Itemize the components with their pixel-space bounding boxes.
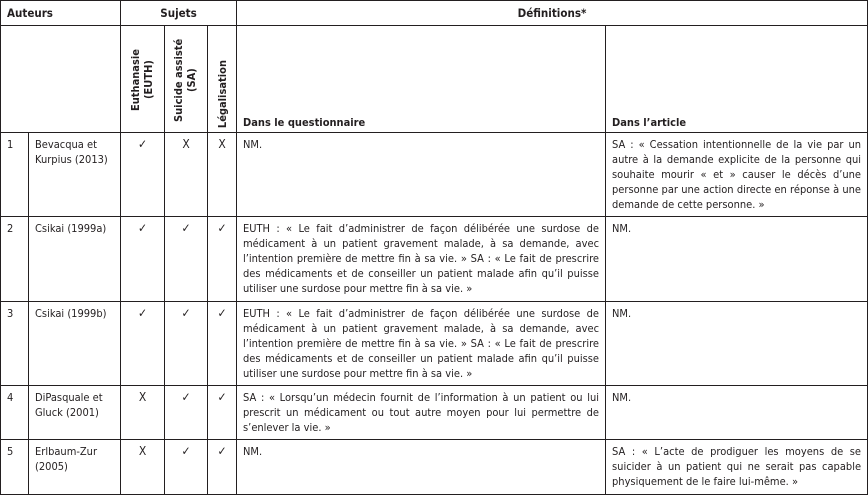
row-author: Csikai (1999a) (29, 217, 121, 302)
table-row (1, 302, 868, 386)
article-definition: NM. (606, 217, 868, 302)
header-definitions: Définitions* (237, 1, 868, 26)
row-author: Erlbaum-Zur (2005) (29, 440, 121, 495)
questionnaire-definition: NM. (237, 440, 606, 495)
header-euthanasie-label: Euthanasie (EUTH) (128, 49, 155, 111)
header-legalisation (208, 26, 237, 133)
article-definition: NM. (606, 302, 868, 386)
table-row (1, 133, 868, 217)
questionnaire-definition: SA : « Lorsqu’un médecin fournit de l’information à un patient ou lui prescrit un médicament ou tout autre moyen pour lui permettre de s’enlever la vie. » (237, 386, 606, 440)
header-suicide-assiste (165, 26, 208, 133)
legalisation-mark: ✓ (208, 302, 237, 386)
suicide-assiste-mark: ✓ (165, 302, 208, 386)
euthanasie-mark: ✓ (121, 133, 165, 217)
article-definition: SA : « L’acte de prodiguer les moyens de se suicider à un patient qui ne serait pas capable physiquement de le faire lui-même. » (606, 440, 868, 495)
row-author: DiPasquale et Gluck (2001) (29, 386, 121, 440)
table-row (1, 440, 868, 495)
euthanasie-mark: ✓ (121, 217, 165, 302)
legalisation-mark: X (208, 133, 237, 217)
suicide-assiste-mark: X (165, 133, 208, 217)
article-definition: SA : « Cessation intentionnelle de la vie par un autre à la demande explicite de la personne qui souhaite mourir « et » causer le décès d’une personne par une action directe en réponse à une demande de cette personne. » (606, 133, 868, 217)
header-questionnaire: Dans le questionnaire (237, 26, 606, 133)
euthanasie-mark: X (121, 440, 165, 495)
suicide-assiste-mark: ✓ (165, 440, 208, 495)
legalisation-mark: ✓ (208, 217, 237, 302)
euthanasie-mark: X (121, 386, 165, 440)
row-number: 4 (1, 386, 29, 440)
header-auteurs: Auteurs (1, 1, 121, 26)
table-row (1, 217, 868, 302)
questionnaire-definition: EUTH : « Le fait d’administrer de façon délibérée une surdose de médicament à un patient gravement malade, à sa demande, avec l’intention première de mettre fin à sa vie. » SA : « Le fait de prescrire des médicaments et de conseiller un patient malade afin qu’il puisse utiliser une surdose pour mettre fin à sa vie. » (237, 302, 606, 386)
row-number: 5 (1, 440, 29, 495)
legalisation-mark: ✓ (208, 440, 237, 495)
header-suicide-assiste-label: Suicide assisté (SA) (172, 38, 199, 122)
row-number: 2 (1, 217, 29, 302)
questionnaire-definition: NM. (237, 133, 606, 217)
questionnaire-definition: EUTH : « Le fait d’administrer de façon délibérée une surdose de médicament à un patient gravement malade, à sa demande, avec l’intention première de mettre fin à sa vie. » SA : « Le fait de prescrire des médicaments et de conseiller un patient malade afin qu’il puisse utiliser une surdose pour mettre fin à sa vie. » (237, 217, 606, 302)
header-article: Dans l’article (606, 26, 868, 133)
header-euthanasie (121, 26, 165, 133)
header-legalisation-label: Légalisation (215, 59, 229, 128)
header-sujets: Sujets (121, 1, 237, 26)
article-definition: NM. (606, 386, 868, 440)
row-author: Bevacqua et Kurpius (2013) (29, 133, 121, 217)
euthanasie-mark: ✓ (121, 302, 165, 386)
header-auteurs-blank (1, 26, 121, 133)
row-number: 1 (1, 133, 29, 217)
suicide-assiste-mark: ✓ (165, 217, 208, 302)
legalisation-mark: ✓ (208, 386, 237, 440)
row-number: 3 (1, 302, 29, 386)
suicide-assiste-mark: ✓ (165, 386, 208, 440)
row-author: Csikai (1999b) (29, 302, 121, 386)
table-row (1, 386, 868, 440)
